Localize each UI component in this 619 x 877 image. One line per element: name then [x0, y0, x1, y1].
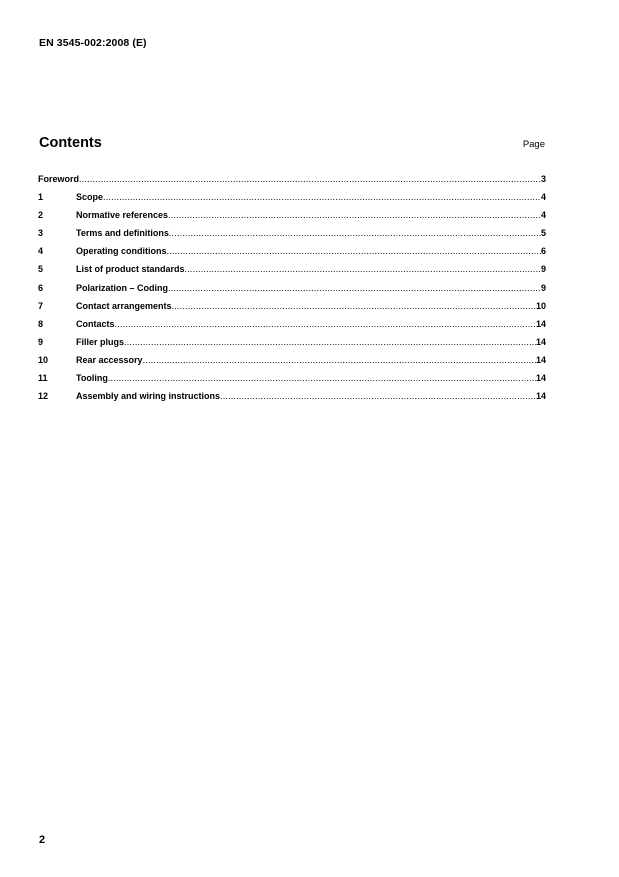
- toc-entry-number: 7: [38, 300, 44, 311]
- toc-dot-leader: [168, 283, 541, 293]
- toc-entry-page: 14: [535, 391, 546, 402]
- toc-entry-title: Contacts: [76, 318, 115, 329]
- toc-entry-number: 12: [38, 391, 49, 402]
- toc-dot-leader: [143, 355, 536, 365]
- toc-entry-number: 10: [38, 354, 49, 365]
- toc-entry-title: Contact arrangements: [76, 300, 172, 311]
- toc-dot-leader: [108, 373, 536, 383]
- toc-entry-number: 5: [38, 264, 44, 275]
- contents-title: Contents: [39, 135, 102, 151]
- toc-entry-assembly-and-wiring-instructions[interactable]: [38, 391, 546, 409]
- toc-entry-filler-plugs[interactable]: [38, 337, 546, 355]
- toc-entry-number: 4: [38, 246, 44, 257]
- table-of-contents: [38, 174, 546, 409]
- toc-entry-title: List of product standards: [76, 264, 185, 275]
- toc-entry-list-of-product-standards[interactable]: [38, 264, 546, 282]
- toc-dot-leader: [124, 337, 536, 347]
- toc-entry-title: Normative references: [76, 210, 169, 221]
- toc-entry-title: Tooling: [76, 373, 108, 384]
- toc-entry-page: 3: [540, 174, 546, 184]
- toc-entry-scope[interactable]: [38, 192, 546, 210]
- toc-entry-title: Terms and definitions: [76, 228, 169, 239]
- toc-entry-title: Polarization – Coding: [76, 282, 169, 293]
- toc-entry-title: Rear accessory: [76, 354, 143, 365]
- toc-entry-polarization-coding[interactable]: [38, 283, 546, 301]
- toc-entry-title: Scope: [76, 192, 104, 203]
- toc-dot-leader: [103, 192, 541, 202]
- page-number: 2: [39, 834, 46, 846]
- toc-entry-title: Assembly and wiring instructions: [76, 391, 221, 402]
- document-code: EN 3545-002:2008 (E): [39, 37, 147, 49]
- toc-entry-number: 1: [38, 192, 44, 203]
- toc-entry-tooling[interactable]: [38, 373, 546, 391]
- toc-entry-page: 14: [535, 354, 546, 365]
- toc-entry-page: 5: [540, 228, 546, 239]
- toc-entry-number: 11: [38, 373, 48, 384]
- toc-entry-page: 9: [540, 264, 546, 275]
- toc-entry-contacts[interactable]: [38, 319, 546, 337]
- toc-dot-leader: [172, 301, 536, 311]
- toc-entry-page: 9: [540, 282, 546, 293]
- toc-dot-leader: [79, 174, 541, 184]
- toc-entry-number: 3: [38, 228, 44, 239]
- toc-entry-number: 2: [38, 210, 44, 221]
- toc-entry-page: 4: [540, 192, 546, 203]
- toc-entry-page: 10: [535, 300, 546, 311]
- toc-entry-title: Filler plugs: [76, 336, 125, 347]
- toc-entry-page: 14: [535, 318, 546, 329]
- toc-entry-page: 4: [540, 210, 546, 221]
- toc-entry-page: 14: [535, 336, 546, 347]
- toc-entry-operating-conditions[interactable]: [38, 246, 546, 264]
- toc-entry-page: 14: [535, 373, 546, 384]
- toc-dot-leader: [167, 246, 541, 256]
- toc-entry-rear-accessory[interactable]: [38, 355, 546, 373]
- toc-entry-foreword[interactable]: [38, 174, 546, 192]
- toc-dot-leader: [115, 319, 536, 329]
- toc-entry-terms-and-definitions[interactable]: [38, 228, 546, 246]
- toc-dot-leader: [220, 391, 536, 401]
- toc-dot-leader: [169, 228, 541, 238]
- toc-entry-title: Foreword: [38, 174, 80, 184]
- toc-entry-number: 9: [38, 336, 44, 347]
- toc-entry-page: 6: [540, 246, 546, 257]
- toc-entry-title: Operating conditions: [76, 246, 167, 257]
- toc-entry-contact-arrangements[interactable]: [38, 301, 546, 319]
- toc-dot-leader: [185, 264, 541, 274]
- toc-entry-normative-references[interactable]: [38, 210, 546, 228]
- toc-entry-number: 8: [38, 318, 44, 329]
- page-column-label: Page: [522, 139, 545, 150]
- toc-dot-leader: [168, 210, 541, 220]
- toc-entry-number: 6: [38, 282, 44, 293]
